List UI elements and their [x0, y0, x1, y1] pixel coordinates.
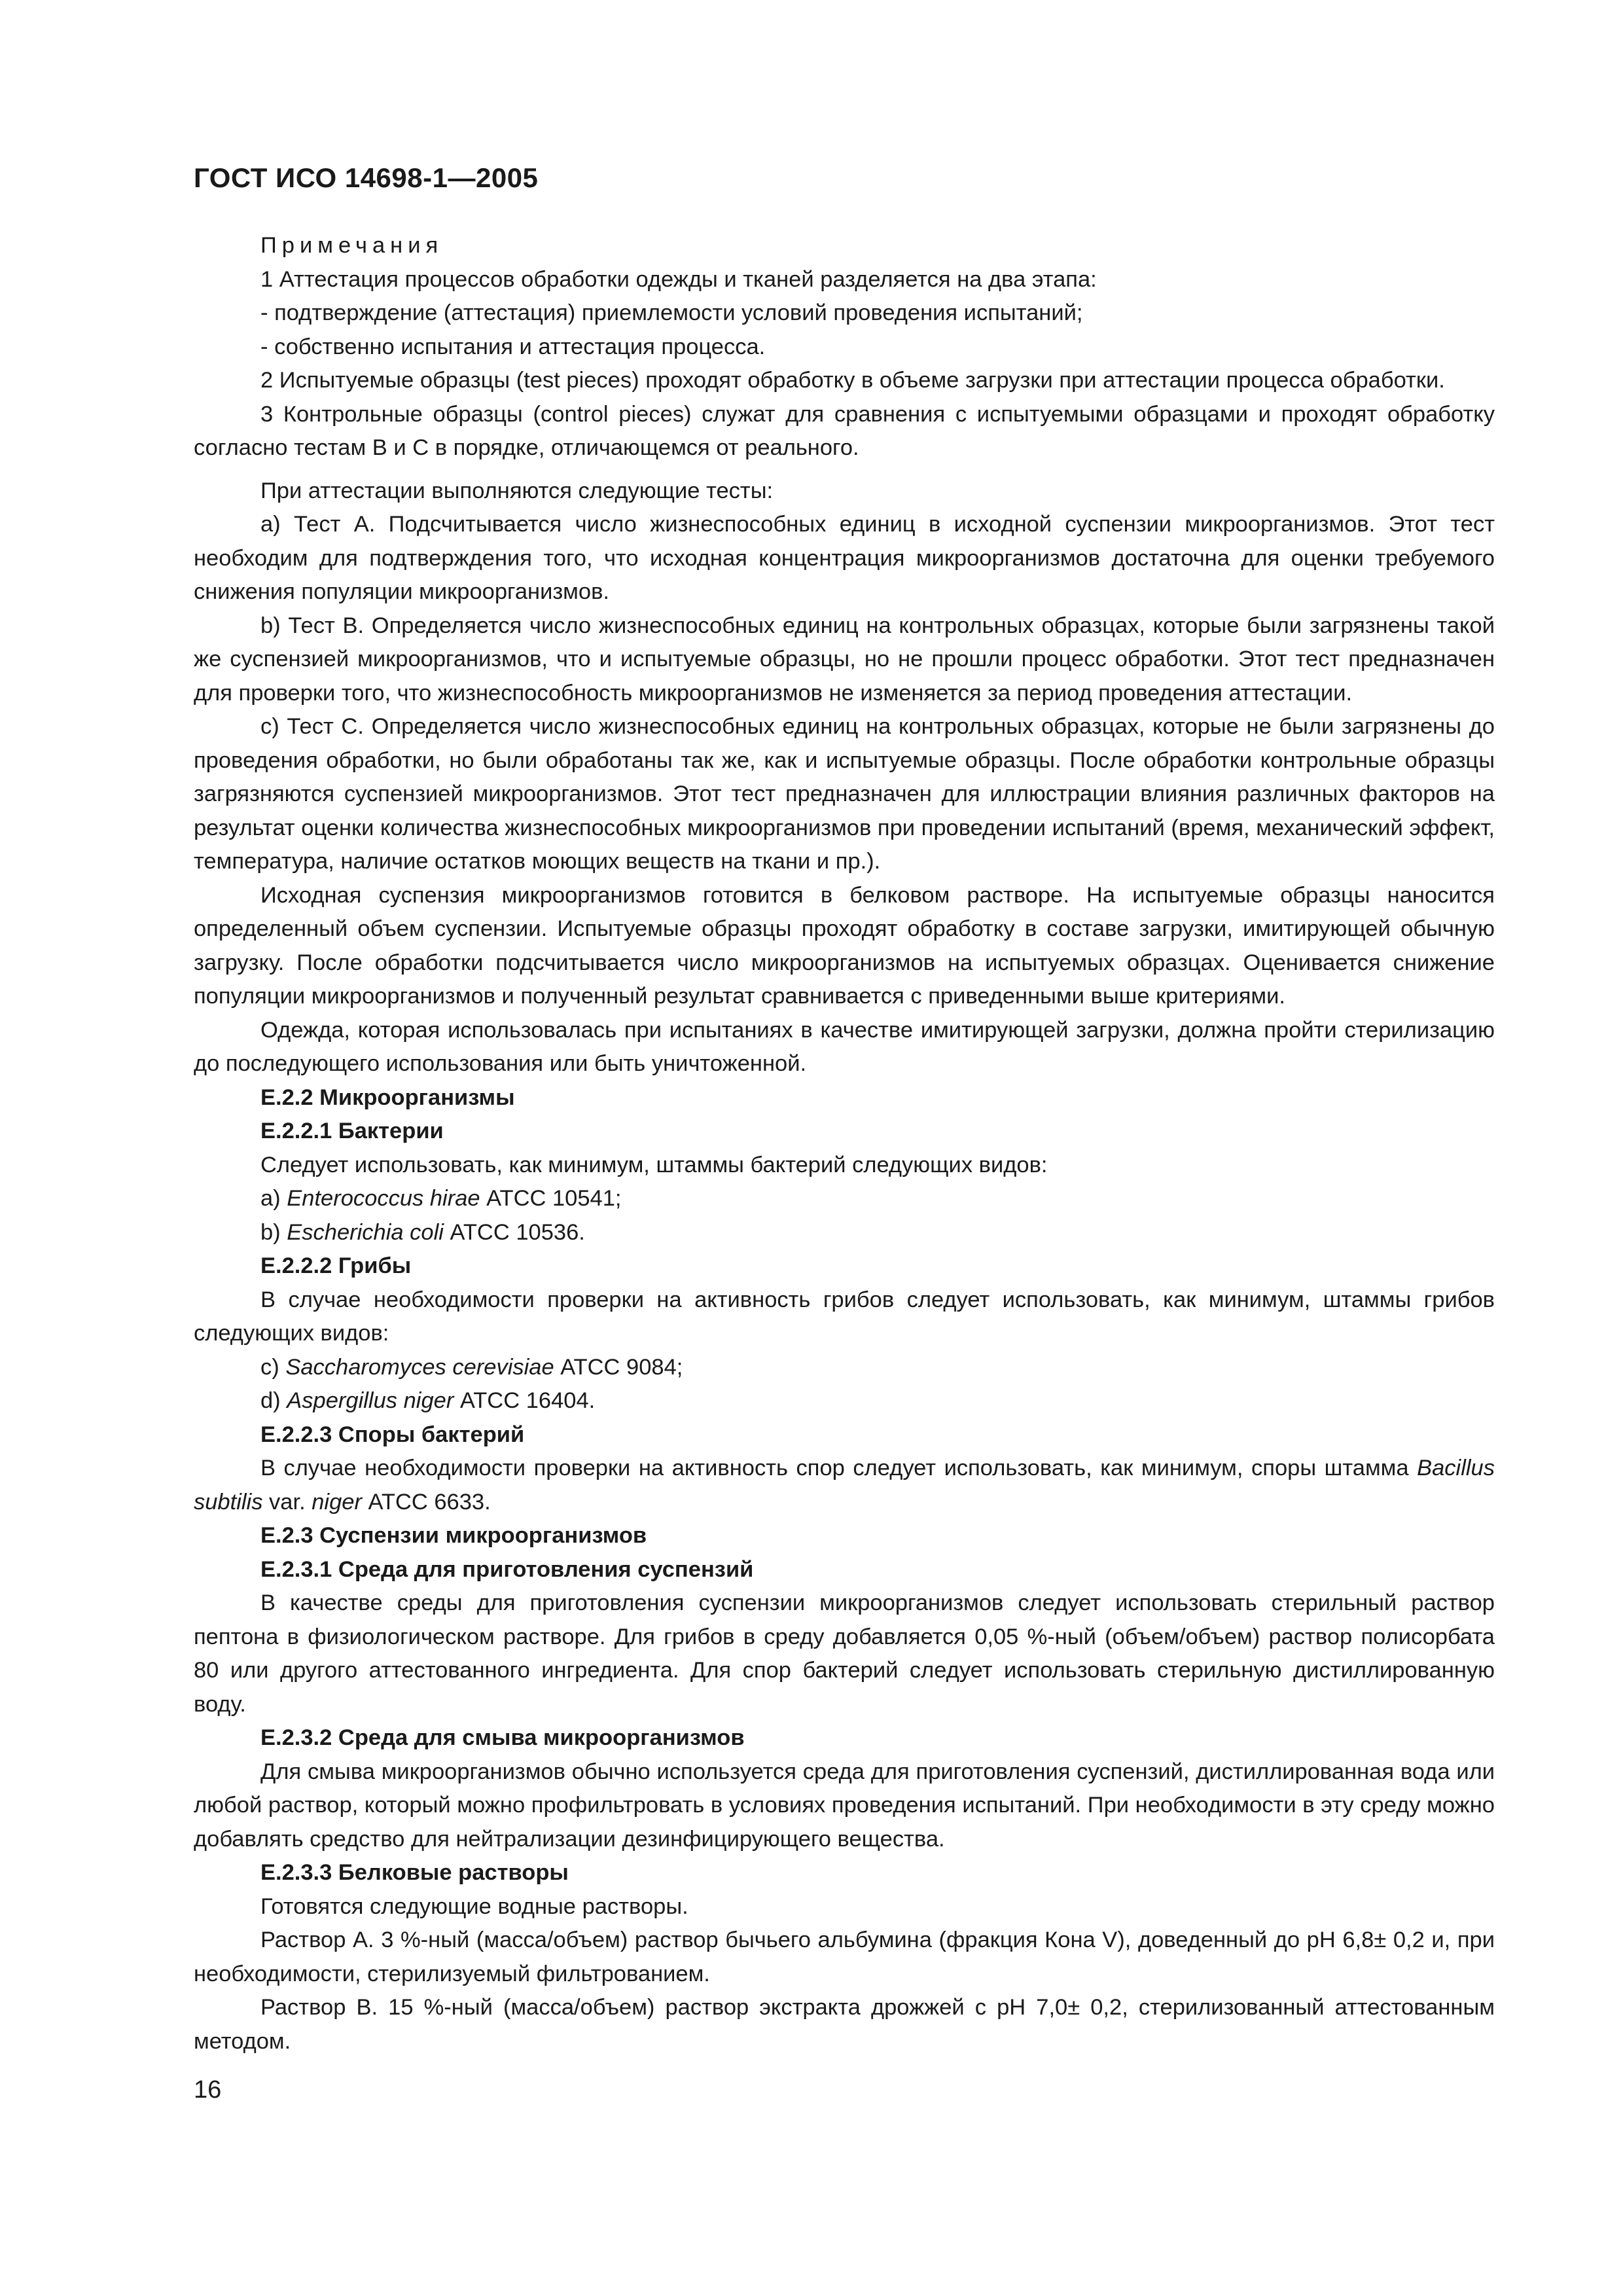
spores-text: В случае необходимости проверки на активность спор следует использовать, как минимум, споры штамма [260, 1456, 1418, 1480]
strain-code: АТСС 6633. [361, 1489, 491, 1515]
strain-code: АТСС 10536. [443, 1219, 585, 1245]
section-heading-e232: Е.2.3.2 Среда для смыва микроорганизмов [260, 1725, 745, 1750]
page-content [194, 229, 1495, 2058]
bacteria-item-a [194, 1182, 1495, 1216]
solution-a-paragraph: Раствор А. 3 %-ный (масса/объем) раствор бычьего альбумина (фракция Кона V), доведенный до pH 6,8± 0,2 и, при необходимости, стерилизуемый фильтрованием. [194, 1928, 1495, 1986]
species-name: Escherichia coli [287, 1219, 444, 1245]
section-heading-e221: Е.2.2.1 Бактерии [260, 1119, 444, 1143]
section-heading-e233: Е.2.3.3 Белковые растворы [260, 1860, 569, 1885]
strain-code: АТСС 9084; [554, 1354, 683, 1380]
section-heading-e223: Е.2.2.3 Споры бактерий [260, 1422, 525, 1447]
test-a-paragraph: а) Тест А. Подсчитывается число жизнеспособных единиц в исходной суспензии микроорганизмов. Этот тест необходим для подтверждения того, что исходная концентрация микроорганизмов достаточна для оценки требуемого снижения популяции микроорганизмов. [194, 512, 1495, 604]
item-marker: с) [260, 1354, 286, 1380]
strain-code: АТСС 10541; [480, 1186, 622, 1211]
bacteria-item-b [194, 1216, 1495, 1250]
tests-intro: При аттестации выполняются следующие тесты: [260, 478, 774, 503]
species-name: Saccharomyces cerevisiae [285, 1354, 554, 1380]
notes-heading: Примечания [260, 233, 444, 258]
protein-intro: Готовятся следующие водные растворы. [260, 1893, 688, 1919]
fungi-item-c [194, 1351, 1495, 1385]
standard-title: ГОСТ ИСО 14698-1—2005 [194, 162, 539, 193]
note-1: 1 Аттестация процессов обработки одежды и тканей разделяется на два этапа: [260, 266, 1097, 292]
section-heading-e22: Е.2.2 Микроорганизмы [260, 1085, 515, 1110]
test-c-paragraph: с) Тест С. Определяется число жизнеспособных единиц на контрольных образцах, которые не были загрязнены до проведения обработки, но были обработаны так же, как и испытуемые образцы. После обработки контрольные образцы загрязняются суспензией микроорганизмов. Этот тест предназначен для иллюстрации влияния различных факторов на результат оценки количества жизнеспособных микроорганизмов при проведении испытаний (время, механический эффект, температура, наличие остатков моющих веществ на ткани и пр.). [194, 714, 1495, 874]
species-name: Bacillus subtilis [194, 1456, 1495, 1515]
spores-paragraph [194, 1452, 1495, 1519]
section-heading-e23: Е.2.3 Суспензии микроорганизмов [260, 1523, 647, 1548]
fungi-intro: В случае необходимости проверки на активность грибов следует использовать, как минимум, штаммы грибов следующих видов: [194, 1287, 1495, 1346]
note-2: 2 Испытуемые образцы (test pieces) проходят обработку в объеме загрузки при аттестации процесса обработки. [260, 368, 1445, 393]
variety-label: var. [262, 1489, 312, 1515]
item-marker: b) [260, 1219, 287, 1245]
suspension-paragraph: Исходная суспензия микроорганизмов готовится в белковом растворе. На испытуемые образцы наносится определенный объем суспензии. Испытуемые образцы проходят обработку в составе загрузки, имитирующей обычную загрузку. После обработки подсчитывается число микроорганизмов на испытуемых образцах. Оценивается снижение популяции микроорганизмов и полученный результат сравнивается с приведенными выше критериями. [194, 882, 1495, 1009]
wash-paragraph: Для смыва микроорганизмов обычно используется среда для приготовления суспензий, дистиллированная вода или любой раствор, который можно профильтровать в условиях проведения испытаний. При необходимости в эту среду можно добавлять средство для нейтрализации дезинфицирующего вещества. [194, 1759, 1495, 1852]
item-marker: а) [260, 1186, 287, 1211]
strain-code: АТСС 16404. [454, 1388, 596, 1413]
variety-name: niger [312, 1489, 362, 1515]
bacteria-intro: Следует использовать, как минимум, штаммы бактерий следующих видов: [260, 1152, 1048, 1177]
note-1-item-a: - подтверждение (аттестация) приемлемости условий проведения испытаний; [260, 300, 1083, 325]
medium-paragraph: В качестве среды для приготовления суспензии микроорганизмов следует использовать стерильный раствор пептона в физиологическом растворе. Для грибов в среду добавляется 0,05 %-ный (объем/объем) раствор полисорбата 80 или другого аттестованного ингредиента. Для спор бактерий следует использовать стерильную дистиллированную воду. [194, 1590, 1495, 1717]
item-marker: d) [260, 1388, 287, 1413]
fungi-item-d [194, 1384, 1495, 1418]
species-name: Enterococcus hirae [287, 1186, 480, 1211]
section-heading-e231: Е.2.3.1 Среда для приготовления суспензий [260, 1556, 754, 1582]
note-3: 3 Контрольные образцы (control pieces) служат для сравнения с испытуемыми образцами и проходят обработку согласно тестам В и С в порядке, отличающемся от реального. [194, 401, 1495, 460]
species-name: Aspergillus niger [287, 1388, 454, 1413]
page-number: 16 [194, 2076, 222, 2104]
note-1-item-b: - собственно испытания и аттестация процесса. [260, 334, 766, 359]
section-heading-e222: Е.2.2.2 Грибы [260, 1253, 412, 1278]
solution-b-paragraph: Раствор В. 15 %-ный (масса/объем) раствор экстракта дрожжей с pH 7,0± 0,2, стерилизованный аттестованным методом. [194, 1995, 1495, 2054]
test-b-paragraph: b) Тест В. Определяется число жизнеспособных единиц на контрольных образцах, которые были загрязнены такой же суспензией микроорганизмов, что и испытуемые образцы, но не прошли процесс обработки. Этот тест предназначен для проверки того, что жизнеспособность микроорганизмов не изменяется за период проведения аттестации. [194, 613, 1495, 706]
clothing-paragraph: Одежда, которая использовалась при испытаниях в качестве имитирующей загрузки, должна пройти стерилизацию до последующего использования или быть уничтоженной. [194, 1017, 1495, 1076]
